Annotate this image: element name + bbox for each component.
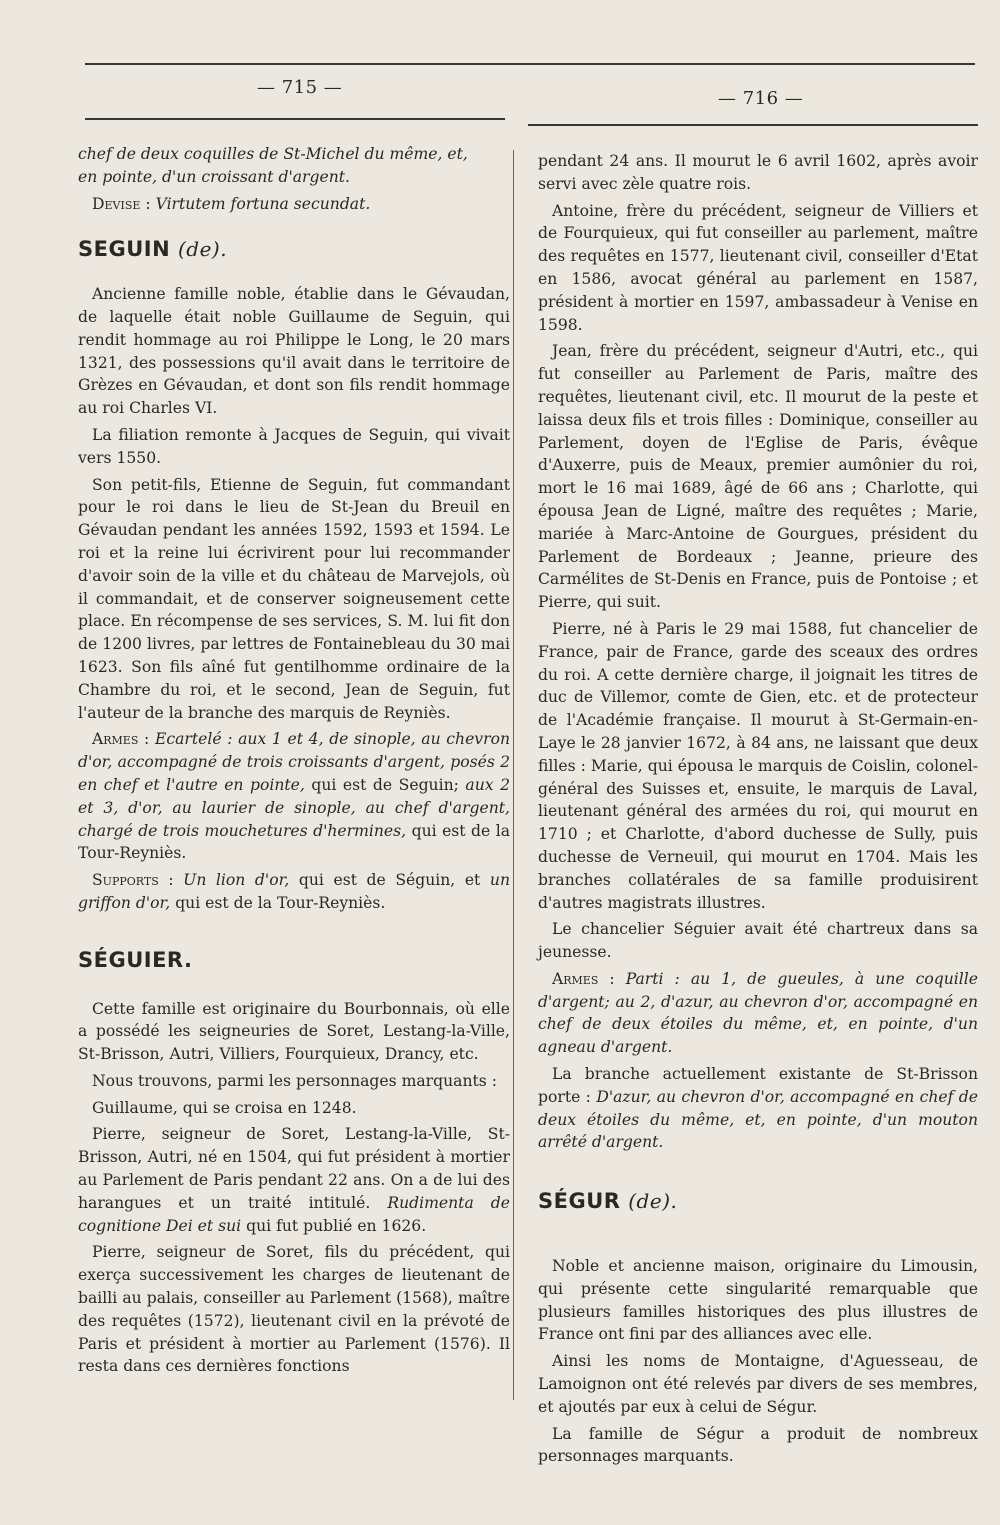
paragraph: Ainsi les noms de Montaigne, d'Aguesseau, de Lamoignon ont été relevés par divers de ses membres, et ajoutés par eux à celui de Ségur.: [538, 1352, 978, 1416]
paragraph: Pierre, né à Paris le 29 mai 1588, fut chancelier de France, pair de France, garde des sceaux des ordres du roi. A cette dernière charge, il joignait les titres de duc de Villemor, comte de Gien, etc. et de protecteur de l'Académie française. Il mourut à St-Germain-en-Laye le 28 janvier 1672, à 84 ans, ne laissant que deux filles : Marie, qui épousa le marquis de Coislin, colonel-général des Suisses et, ensuite, le marquis de Laval, lieutenant général des armées du roi, qui mourut en 1710 ; et Charlotte, d'abord duchesse de Sully, puis duchesse de Verneuil, qui mourut en 1704. Mais les branches collatérales de sa famille produisirent d'autres magistrats illustres.: [538, 619, 978, 912]
armes-attribution-1: qui est de Seguin;: [311, 775, 459, 794]
section-heading-seguier: SÉGUIER.: [78, 947, 193, 972]
section-heading-segur: [538, 1190, 978, 1213]
supports-blazon-2: un griffon d'or,: [78, 871, 511, 912]
right-page-number: — 716 —: [718, 88, 804, 109]
paragraph: La famille de Ségur a produit de nombreux personnages marquants.: [538, 1424, 978, 1466]
left-header-underline: [85, 118, 505, 120]
book-title: Rudimenta de cognitione Dei et sui: [78, 1193, 510, 1235]
segur-heading-name: SÉGUR: [538, 1189, 621, 1214]
armes-blazon-2: aux 2 et 3, d'or, au laurier de sinople, au chef d'argent, chargé de trois mouchetures d'hermines,: [78, 775, 510, 840]
armes-label: Armes :: [92, 730, 150, 749]
paragraph: pendant 24 ans. Il mourut le 6 avril 1602, après avoir servi avec zèle quatre rois.: [538, 152, 978, 193]
seguin-heading-particle: (de).: [177, 237, 228, 262]
right-header-underline: [528, 124, 978, 126]
supports-blazon-1: Un lion d'or,: [183, 871, 290, 890]
paragraph-text: Pierre, seigneur de Soret, Lestang-la-Ville, St-Brisson, Autri, né en 1504, qui fut président à mortier au Parlement de Paris pendant 22 ans. On a de lui des harangues et un traité intitulé.: [78, 1125, 510, 1212]
paragraph: Antoine, frère du précédent, seigneur de Villiers et de Fourquieux, qui fut conseiller au parlement, maître des requêtes en 1577, lieutenant civil, conseiller d'Etat en 1586, avocat général au parlement en 1587, président à mortier en 1597, ambassadeur à Venise en 1598.: [538, 201, 978, 334]
armes-paragraph: [78, 728, 510, 865]
armes-blazon-1: Ecartelé : aux 1 et 4, de sinople, au chevron d'or, accompagné de trois croissants d'argent, posés 2 en chef et l'autre en pointe,: [78, 730, 510, 794]
paragraph: [538, 1063, 978, 1154]
paragraph: Pierre, seigneur de Soret, fils du précédent, qui exerça successivement les charges de lieutenant de bailli au palais, conseiller au Parlement (1568), maître des requêtes (1572), lieutenant civil en la prévoté de Paris et président à mortier au Parlement (1576). Il resta dans ces dernières fonctions: [78, 1243, 510, 1376]
seguin-heading-name: SEGUIN: [78, 237, 171, 262]
supports-label: Supports :: [92, 871, 174, 890]
supports-attribution-1: qui est de Séguin, et: [298, 871, 481, 890]
armes-attribution-2: qui est de la Tour-Reyniès.: [78, 821, 510, 863]
paragraph: Son petit-fils, Etienne de Seguin, fut commandant pour le roi dans le lieu de St-Jean du Breuil en Gévaudan pendant les années 1592, 1593 et 1594. Le roi et la reine lui écrivirent pour lui recommander d'avoir soin de la ville et du château de Marvejols, où il commandait, et de conserver soigneusement cette place. En récompense de ses services, S. M. lui fit don de 1200 livres, par lettres de Fontainebleau du 30 mai 1623. Son fils aîné fut gentilhomme ordinaire de la Chambre du roi, et le second, Jean de Seguin, fut l'auteur de la branche des marquis de Reyniès.: [78, 475, 510, 722]
devise-label: Devise :: [92, 194, 151, 213]
armes-label: Armes :: [552, 969, 615, 988]
paragraph: Guillaume, qui se croisa en 1248.: [92, 1098, 357, 1117]
paragraph-text: La branche actuellement existante de St-Brisson porte :: [538, 1065, 978, 1106]
paragraph: Nous trouvons, parmi les personnages marquants :: [92, 1071, 497, 1090]
paragraph: Jean, frère du précédent, seigneur d'Autri, etc., qui fut conseiller au Parlement de Paris, maître des requêtes, lieutenant civil, etc. Il mourut de la peste et laissa deux fils et trois filles : Dominique, conseiller au Parlement, doyen de l'Eglise de Paris, évêque d'Auxerre, puis de Meaux, premier aumônier du roi, mort le 16 mai 1689, âgé de 66 ans ; Charlotte, qui épousa Jean de Ligné, maître des requêtes ; Marie, mariée à Marc-Antoine de Gourgues, président du Parlement de Bordeaux ; Jeanne, prieure des Carmélites de St-Denis en France, puis de Pontoise ; et Pierre, qui suit.: [538, 342, 978, 612]
segur-heading-particle: (de).: [628, 1189, 678, 1214]
left-column: [78, 143, 510, 1382]
left-page-number: — 715 —: [257, 77, 343, 98]
blazon-line-2: en pointe, d'un croissant d'argent.: [78, 167, 350, 186]
devise-line: [78, 193, 510, 216]
column-divider: [513, 150, 514, 1400]
paragraph: [78, 1123, 510, 1237]
section-heading-seguin: [78, 238, 510, 261]
paragraph: Cette famille est originaire du Bourbonnais, où elle a possédé les seigneuries de Soret, Lestang-la-Ville, St-Brisson, Autri, Villiers, Fourquieux, Drancy, etc.: [78, 999, 510, 1064]
paragraph: Noble et ancienne maison, originaire du Limousin, qui présente cette singularité remarquable que plusieurs familles historiques des plus illustres de France ont fini par des alliances avec elle.: [538, 1257, 978, 1344]
supports-paragraph: [78, 869, 510, 915]
blazon-line-1: chef de deux coquilles de St-Michel du même, et,: [78, 145, 468, 163]
branch-blazon: D'azur, au chevron d'or, accompagné en chef de deux étoiles du même, et, en pointe, d'un mouton arrêté d'argent.: [538, 1087, 978, 1152]
paragraph: La filiation remonte à Jacques de Seguin, qui vivait vers 1550.: [78, 425, 510, 467]
paragraph: Le chancelier Séguier avait été chartreux dans sa jeunesse.: [538, 920, 978, 962]
supports-attribution-2: qui est de la Tour-Reyniès.: [175, 893, 386, 912]
right-column: [538, 150, 978, 1472]
paragraph: Ancienne famille noble, établie dans le Gévaudan, de laquelle était noble Guillaume de Seguin, qui rendit hommage au roi Philippe le Long, le 20 mars 1321, des possessions qu'il avait dans le territoire de Grèzes en Gévaudan, et dont son fils rendit hommage au roi Charles VI.: [78, 285, 510, 418]
armes-blazon: Parti : au 1, de gueules, à une coquille d'argent; au 2, d'azur, au chevron d'or, accompagné en chef de deux étoiles du même, et, en pointe, d'un agneau d'argent.: [538, 969, 978, 1057]
armes-paragraph: [538, 968, 978, 1059]
continued-blazon: [78, 143, 510, 189]
paragraph-text: qui fut publié en 1626.: [246, 1216, 427, 1235]
header-rule: [85, 63, 975, 65]
devise-text: Virtutem fortuna secundat.: [155, 194, 371, 213]
